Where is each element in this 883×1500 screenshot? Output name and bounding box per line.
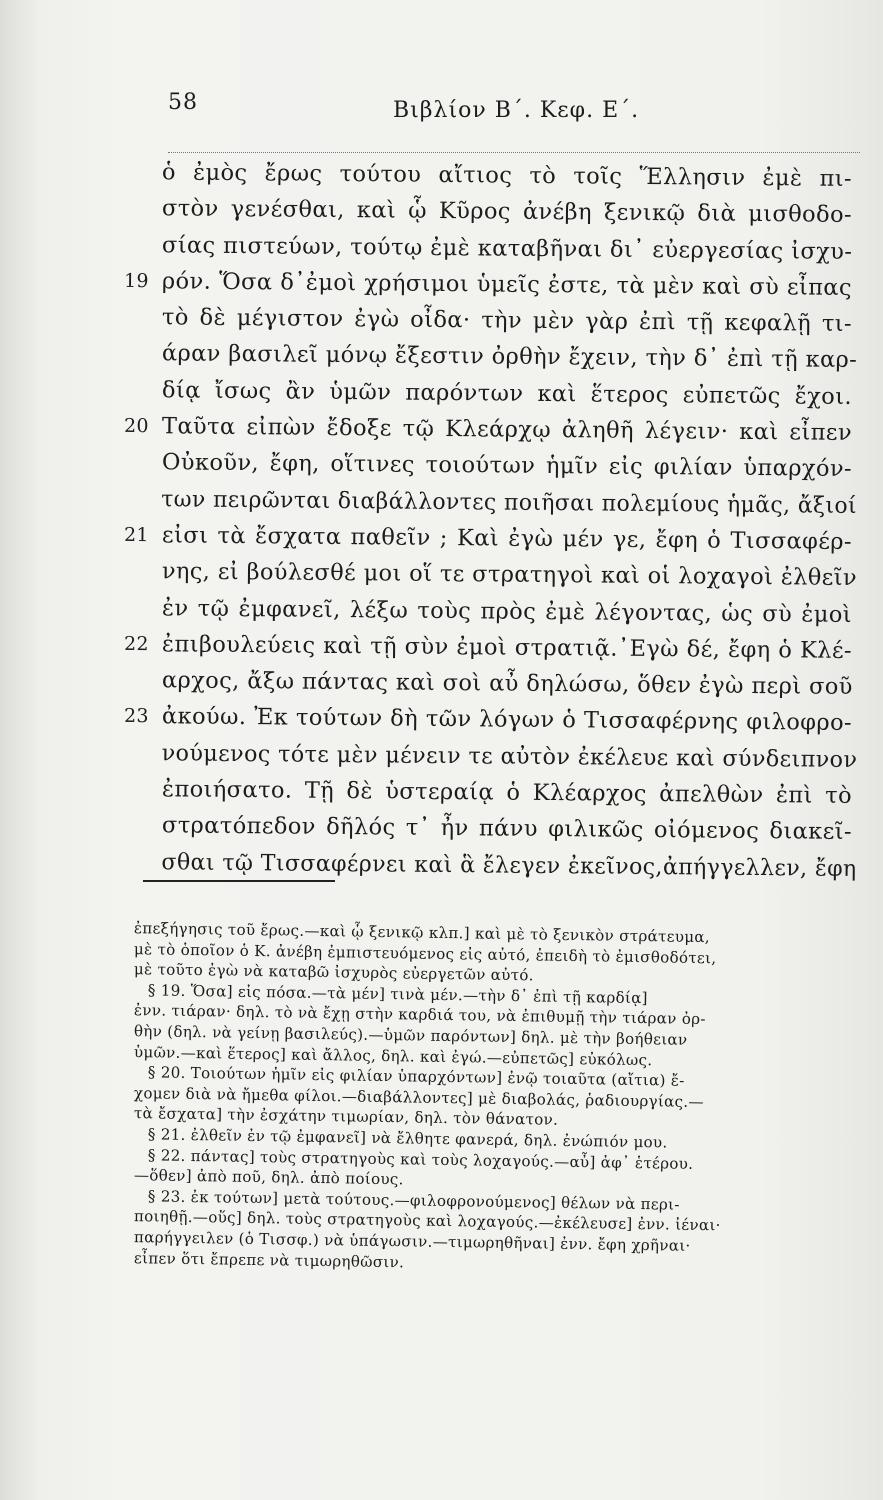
line-text: σθαι τῷ Τισσαφέρνει καὶ ἃ ἔλεγεν ἐκεῖνος,ἀπήγγελλεν, ἔφη [161, 848, 857, 882]
section-number: 21 [123, 523, 150, 547]
line-text: άραν βασιλεῖ μόνῳ ἔξεστιν ὀρθὴν ἔχειν, τὴν δ᾽ ἐπὶ τῇ καρ- [161, 340, 858, 374]
section-number: 19 [123, 269, 150, 293]
note-line: χομεν διὰ νὰ ἤμεθα φίλοι.—διαβάλλοντες] μὲ διαβολάς, ῥαδιουργίας.— [133, 1083, 704, 1111]
text-line [132, 190, 852, 233]
line-text: σίας πιστεύων, τούτῳ ἐμὲ καταβῆναι δι᾽ εὐεργεσίας ἰσχυ- [161, 231, 853, 265]
header-rule [168, 152, 860, 153]
line-text: ρόν. Ὅσα δ᾽ἐμοὶ χρήσιμοι ὑμεῖς ἐστε, τὰ μὲν καὶ σὺ εἶπας [161, 268, 853, 301]
note-line: μὲ τὸ ὁποῖον ὁ Κ. ἀνέβη ἐμπιστευόμενος εἰς αὐτό, ἐπειδὴ τὸ ἐμισθοδότει, [133, 939, 717, 967]
note-line: ἐνν. τιάραν· δηλ. τὸ νὰ ἔχῃ στὴν καρδιά του, νὰ ἐπιθυμῇ τὴν τιάραν ὀρ- [133, 1001, 706, 1029]
line-text: Ταῦτα εἰπὼν ἔδοξε τῷ Κλεάρχῳ ἀληθῆ λέγειν· καὶ εἶπεν [161, 413, 853, 446]
line-text: Οὐκοῦν, ἔφη, οἵτινες τοιούτων ἡμῖν εἰς φιλίαν ὑπαρχόν- [161, 449, 853, 483]
main-text [123, 154, 872, 882]
line-text: δίᾳ ἴσως ἂν ὑμῶν παρόντων καὶ ἕτερος εὐπετῶς ἔχοι. [161, 377, 853, 410]
note-line: τὰ ἔσχατα] τὴν ἐσχάτην τιμωρίαν, δηλ. τὸν θάνατον. [133, 1104, 559, 1130]
line-text: εἰσι τὰ ἔσχατα παθεῖν ; Καὶ ἐγὼ μέν γε, ἔφη ὁ Τισσαφέρ- [161, 522, 853, 555]
note-line: § 21. ἐλθεῖν ἐν τῷ ἐμφανεῖ] νὰ ἔλθητε φανερά, δηλ. ἐνώπιόν μου. [147, 1125, 668, 1152]
note-line: παρήγγειλεν (ὁ Τισσφ.) νὰ ὑπάγωσιν.—τιμωρηθῆναι] ἐνν. ἔφη χρῆναι· [133, 1228, 691, 1255]
note-line: εἶπεν ὅτι ἔπρεπε νὰ τιμωρηθῶσιν. [133, 1248, 405, 1271]
line-text: στρατόπεδον δῆλός τ᾽ ἦν πάνυ φιλικῶς οἰόμενος διακεῖ- [161, 812, 853, 846]
line-text: νης, εἰ βούλεσθέ μοι οἵ τε στρατηγοὶ καὶ οἱ λοχαγοὶ ἐλθεῖν [161, 558, 858, 592]
line-text: νούμενος τότε μὲν μένειν τε αὐτὸν ἐκέλευε καὶ σύνδειπνον [161, 740, 858, 773]
line-text: ἀκούω. Ἐκ τούτων δὴ τῶν λόγων ὁ Τισσαφέρνης φιλοφρο- [161, 703, 853, 737]
line-text: ὁ ἐμὸς ἔρως τούτου αἴτιος τὸ τοῖς Ἕλλησιν ἐμὲ πι- [161, 159, 853, 192]
page-header [0, 84, 883, 134]
note-line: —ὅθεν] ἀπὸ ποῦ, δηλ. ἀπὸ ποίους. [133, 1166, 404, 1189]
page-number: 58 [168, 90, 198, 115]
line-text: ἐπιβουλεύεις καὶ τῇ σὺν ἐμοὶ στρατιᾷ.᾽Εγὼ δέ, ἔφη ὁ Κλέ- [161, 631, 853, 664]
note-line: ὑμῶν.—καὶ ἕτερος] καὶ ἄλλος, δηλ. καὶ ἐγώ.—εὐπετῶς] εὐκόλως. [133, 1042, 653, 1069]
line-text: ἐν τῷ ἐμφανεῖ, λέξω τοὺς πρὸς ἐμὲ λέγοντας, ὡς σὺ ἐμοὶ [161, 594, 853, 628]
section-number: 22 [123, 632, 150, 656]
note-line: μὲ τοῦτο ἐγὼ νὰ καταβῶ ἰσχυρὸς εὐεργετῶν αὐτό. [133, 960, 534, 985]
line-text: τὸ δὲ μέγιστον ἐγὼ οἶδα· τὴν μὲν γὰρ ἐπὶ τῇ κεφαλῇ τι- [161, 304, 853, 338]
running-head: Βιβλίον Β΄. Κεφ. Ε΄. [393, 98, 640, 123]
section-number: 23 [123, 705, 150, 728]
section-number: 20 [123, 415, 150, 438]
note-line: θὴν (δηλ. νὰ γείνῃ βασιλεύς).—ὑμῶν παρόντων] δηλ. μὲ τὴν βοήθειαν [133, 1022, 688, 1049]
note-line: ποιηθῇ.—οὕς] δηλ. τοὺς στρατηγοὺς καὶ λοχαγούς.—ἐκέλευσε] ἐνν. ἰέναι· [133, 1207, 721, 1235]
line-text: αρχος, ἄξω πάντας καὶ σοὶ αὖ δηλώσω, ὅθεν ἐγὼ περὶ σοῦ [161, 667, 853, 701]
footnotes [128, 918, 848, 1271]
text-line [132, 553, 858, 596]
line-text: στὸν γενέσθαι, καὶ ᾧ Κῦρος ἀνέβη ξενικῷ διὰ μισθοδο- [161, 195, 853, 229]
footnote-separator [143, 880, 335, 882]
note-line: ἐπεξήγησις τοῦ ἔρως.—καὶ ᾧ ξενικῷ κλπ.] καὶ μὲ τὸ ξενικὸν στράτευμα, [133, 919, 711, 947]
note-line: § 19. Ὅσα] εἰς πόσα.—τὰ μέν] τινὰ μέν.—τὴν δ᾽ ἐπὶ τῇ καρδίᾳ] [147, 981, 648, 1007]
note-line: § 20. Τοιούτων ἡμῖν εἰς φιλίαν ὑπαρχόντων] ἐνῷ τοιαῦτα (αἴτια) ἔ- [147, 1063, 685, 1090]
line-text: ἐποιήσατο. Τῇ δὲ ὑστεραίᾳ ὁ Κλέαρχος ἀπελθὼν ἐπὶ τὸ [161, 776, 853, 809]
line-text: των πειρῶνται διαβάλλοντες ποιῆσαι πολεμίους ἡμᾶς, ἄξιοί [161, 485, 858, 519]
note-line: § 22. πάντας] τοὺς στρατηγοὺς καὶ τοὺς λοχαγούς.—αὖ] ἀφ᾽ ἑτέρου. [147, 1145, 694, 1173]
note-line: § 23. ἐκ τούτων] μετὰ τούτους.—φιλοφρονούμενος] θέλων νὰ περι- [147, 1187, 680, 1214]
